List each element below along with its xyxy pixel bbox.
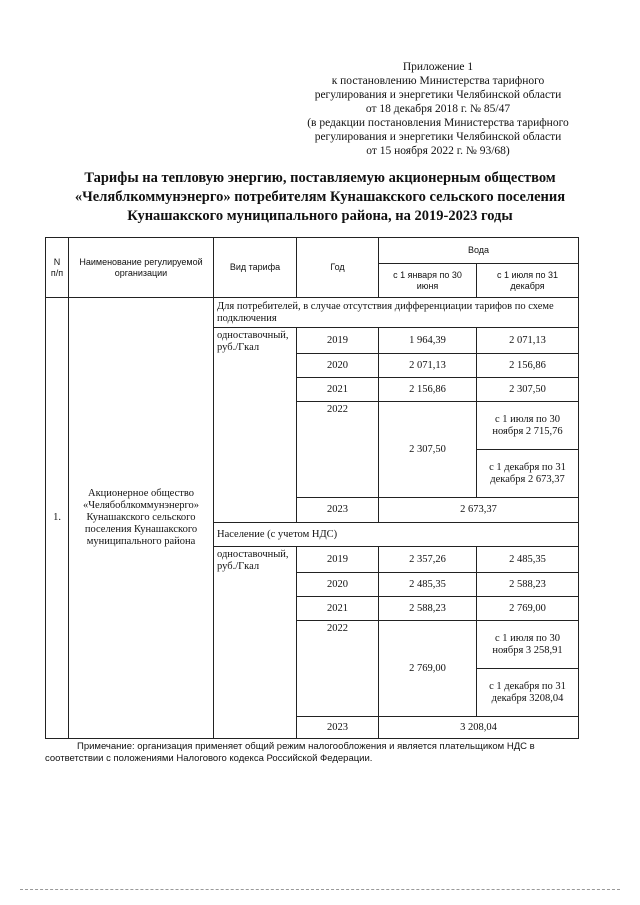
year-cell: 2020: [297, 573, 379, 597]
row-number: 1.: [46, 298, 69, 739]
tariff-type: одноставочный, руб./Гкал: [214, 328, 297, 523]
header-type: Вид тарифа: [214, 238, 297, 298]
header-year: Год: [297, 238, 379, 298]
footnote-text: Примечание: организация применяет общий режим налогообложения и является плательщиком НДС в соответствии с положениями Налогового кодекса Российской Федерации.: [45, 741, 535, 764]
appendix-line: (в редакции постановления Министерства тарифного: [307, 117, 569, 129]
tariff-type: одноставочный, руб./Гкал: [214, 547, 297, 739]
section-heading: Для потребителей, в случае отсутствия дифференциации тарифов по схеме подключения: [214, 298, 579, 328]
year-cell: 2021: [297, 378, 379, 402]
header-org: Наименование регулируемой организации: [69, 238, 214, 298]
year-cell: 2022: [297, 621, 379, 717]
header-period-2: с 1 июля по 31 декабря: [477, 264, 579, 298]
value-cell: 2 307,50: [379, 402, 477, 498]
appendix-line: Приложение 1: [402, 61, 474, 73]
value-cell: 2 485,35: [477, 547, 579, 573]
value-cell-merged: 3 208,04: [379, 717, 579, 739]
value-cell: 2 156,86: [379, 378, 477, 402]
value-cell-merged: 2 673,37: [379, 498, 579, 523]
value-cell-split: с 1 декабря по 31 декабря 2 673,37: [477, 450, 579, 498]
appendix-line: от 18 декабря 2018 г. № 85/47: [365, 103, 511, 115]
year-cell: 2023: [297, 717, 379, 739]
title-line: Тарифы на тепловую энергию, поставляемую акционерным обществом: [84, 170, 556, 186]
value-cell: 2 071,13: [477, 328, 579, 354]
organization-name: Акционерное общество «Челябоблкоммунэнерго» Кунашакского сельского поселения Кунашакского муниципального района: [69, 298, 214, 739]
header-num: N п/п: [46, 238, 69, 298]
year-cell: 2022: [297, 402, 379, 498]
value-cell-split: с 1 июля по 30 ноября 3 258,91: [477, 621, 579, 669]
appendix-line: к постановлению Министерства тарифного: [331, 75, 545, 87]
value-cell: 1 964,39: [379, 328, 477, 354]
year-cell: 2019: [297, 547, 379, 573]
year-cell: 2023: [297, 498, 379, 523]
appendix-line: регулирования и энергетики Челябинской области: [314, 89, 562, 101]
header-water: Вода: [379, 238, 579, 264]
value-cell: 2 769,00: [379, 621, 477, 717]
value-cell-split: с 1 декабря по 31 декабря 3208,04: [477, 669, 579, 717]
value-cell: 2 357,26: [379, 547, 477, 573]
appendix-line: от 15 ноября 2022 г. № 93/68): [366, 145, 510, 157]
year-cell: 2020: [297, 354, 379, 378]
appendix-line: регулирования и энергетики Челябинской области: [314, 131, 562, 143]
value-cell: 2 769,00: [477, 597, 579, 621]
value-cell: 2 156,86: [477, 354, 579, 378]
tariff-table: [45, 237, 579, 739]
document-title: [40, 169, 600, 226]
value-cell: 2 307,50: [477, 378, 579, 402]
year-cell: 2019: [297, 328, 379, 354]
footnote: [45, 741, 585, 765]
year-cell: 2021: [297, 597, 379, 621]
section-heading: Население (с учетом НДС): [214, 523, 579, 547]
value-cell-split: с 1 июля по 30 ноября 2 715,76: [477, 402, 579, 450]
appendix-block: [268, 60, 608, 158]
value-cell: 2 485,35: [379, 573, 477, 597]
value-cell: 2 071,13: [379, 354, 477, 378]
value-cell: 2 588,23: [477, 573, 579, 597]
title-line: Кунашакского муниципального района, на 2019-2023 годы: [127, 208, 513, 224]
value-cell: 2 588,23: [379, 597, 477, 621]
header-period-1: с 1 января по 30 июня: [379, 264, 477, 298]
title-line: «Челяблкоммунэнерго» потребителям Кунашакского сельского поселения: [74, 189, 566, 205]
scan-artifact-line: [20, 889, 620, 890]
